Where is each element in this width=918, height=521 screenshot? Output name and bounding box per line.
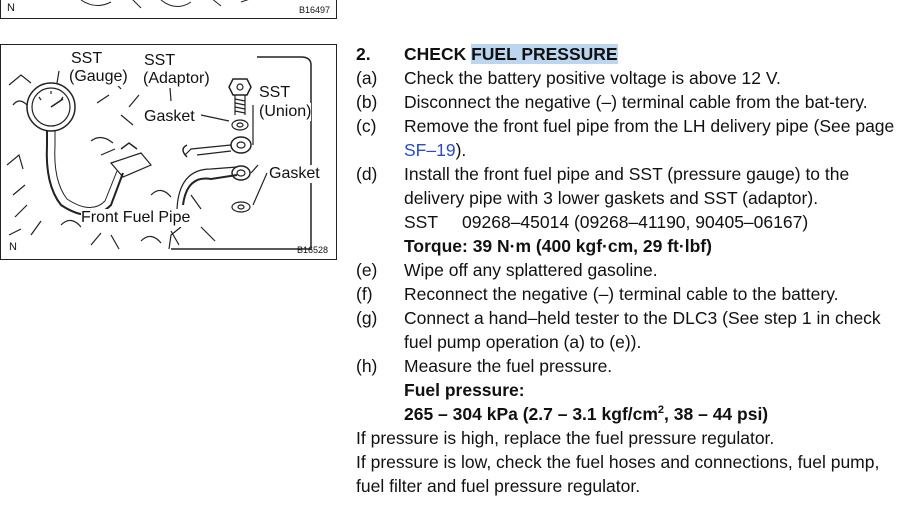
- label-sst-gauge-line2: (Gauge): [69, 68, 128, 85]
- step-text: Connect a hand–held tester to the DLC3 (See step 1 in check fuel pump operation (a) to (e)).: [404, 308, 881, 352]
- figure-top: [0, 0, 337, 19]
- step-label: (e): [356, 260, 378, 280]
- step-g: [356, 306, 896, 354]
- link-sf-19[interactable]: SF–19: [404, 140, 456, 160]
- label-sst-adaptor-line2: (Adaptor): [143, 70, 210, 87]
- step-f: [356, 282, 896, 306]
- step-text: Measure the fuel pressure.: [404, 356, 613, 376]
- step-label: (b): [356, 92, 378, 112]
- step-label: (f): [356, 284, 373, 304]
- north-marker: N: [9, 241, 17, 253]
- label-sst-gauge-line1: SST: [71, 50, 103, 67]
- sst-part-numbers: SST 09268–45014 (09268–41190, 90405–06167): [404, 212, 809, 232]
- torque-spec: Torque: 39 N·m (400 kgf·cm, 29 ft·lbf): [404, 236, 712, 256]
- step-label: (d): [356, 164, 378, 184]
- step-text: Reconnect the negative (–) terminal cable to the battery.: [404, 284, 839, 304]
- label-sst-union-line2: (Union): [259, 103, 312, 120]
- figure-top-drawing: [1, 0, 336, 18]
- step-text: Disconnect the negative (–) terminal cable from the bat-tery.: [404, 92, 868, 112]
- north-marker: N: [7, 2, 15, 14]
- label-sst-union-line1: SST: [259, 84, 291, 101]
- step-d: [356, 162, 896, 258]
- step-a: [356, 66, 896, 90]
- section-title-highlight: FUEL PRESSURE: [471, 44, 618, 64]
- step-text: Remove the front fuel pipe from the LH delivery pipe (See page: [404, 116, 895, 136]
- step-b: [356, 90, 896, 114]
- spec-superscript: 2: [657, 404, 665, 417]
- step-text: Install the front fuel pipe and SST (pressure gauge) to the delivery pipe with 3 lower gaskets and SST (adaptor).: [404, 164, 850, 208]
- note-high-pressure: If pressure is high, replace the fuel pressure regulator.: [356, 428, 775, 448]
- procedure-text: [356, 42, 896, 498]
- label-sst-adaptor-line1: SST: [144, 52, 176, 69]
- spec-value: 265 – 304 kPa (2.7 – 3.1 kgf/cm: [404, 404, 658, 424]
- section-number: 2.: [356, 44, 371, 64]
- fuel-pressure-label: Fuel pressure:: [404, 380, 525, 400]
- step-c: [356, 114, 896, 162]
- note-low-pressure: If pressure is low, check the fuel hoses and connections, fuel pump, fuel filter and fuel pressure regulator.: [356, 452, 880, 496]
- step-text-end: ).: [455, 140, 467, 160]
- step-label: (g): [356, 308, 378, 328]
- figure-code: B16497: [299, 5, 331, 15]
- spec-value-end: , 38 – 44 psi): [664, 404, 769, 424]
- label-gasket-right: Gasket: [269, 165, 320, 182]
- section-heading: [356, 42, 896, 66]
- step-label: (h): [356, 356, 378, 376]
- figure-fuel-pressure: [0, 44, 337, 260]
- section-title-prefix: CHECK: [404, 44, 472, 64]
- label-front-fuel-pipe: Front Fuel Pipe: [81, 209, 191, 226]
- step-text: Check the battery positive voltage is above 12 V.: [404, 68, 781, 88]
- step-label: (a): [356, 68, 378, 88]
- step-h: [356, 354, 896, 426]
- step-text: Wipe off any splattered gasoline.: [404, 260, 658, 280]
- step-e: [356, 258, 896, 282]
- figure-code: B16528: [297, 245, 329, 255]
- fuel-pressure-spec: [404, 402, 896, 426]
- step-label: (c): [356, 116, 377, 136]
- label-gasket-upper: Gasket: [144, 108, 195, 125]
